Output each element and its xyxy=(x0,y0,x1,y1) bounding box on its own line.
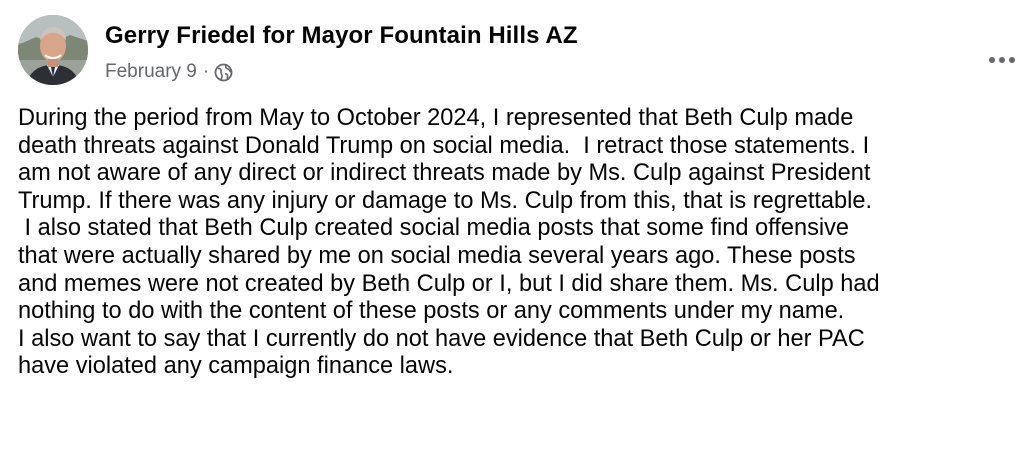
post-text-line: that were actually shared by me on social media several years ago. These posts xyxy=(18,242,856,269)
more-options-button[interactable] xyxy=(980,43,1024,77)
post-text-line: and memes were not created by Beth Culp or I, but I did share them. Ms. Culp had xyxy=(18,270,880,297)
post-text xyxy=(18,105,1018,381)
post-text-line: nothing to do with the content of these posts or any comments under my name. xyxy=(18,298,845,325)
post-text-line: I also stated that Beth Culp created social media posts that some find offensive xyxy=(18,215,850,242)
post-text-line: I also want to say that I currently do not have evidence that Beth Culp or her PAC xyxy=(18,325,865,352)
post-text-line: have violated any campaign finance laws. xyxy=(18,353,454,380)
post-meta xyxy=(105,60,233,84)
globe-icon[interactable] xyxy=(214,63,233,82)
post-text-line: During the period from May to October 2024, I represented that Beth Culp made xyxy=(18,105,854,131)
post-text-line: death threats against Donald Trump on social media. I retract those statements. I xyxy=(18,132,870,159)
avatar[interactable] xyxy=(18,15,88,85)
profile-photo xyxy=(18,15,88,85)
post-text-line: am not aware of any direct or indirect threats made by Ms. Culp against President xyxy=(18,160,871,187)
author-name[interactable]: Gerry Friedel for Mayor Fountain Hills AZ xyxy=(105,22,578,49)
post-date[interactable]: February 9 xyxy=(105,61,197,82)
post-header xyxy=(18,15,1024,91)
post-text-line: Trump. If there was any injury or damage to Ms. Culp from this, that is regrettable. xyxy=(18,187,873,214)
meta-separator: · xyxy=(202,61,210,82)
more-options-icon xyxy=(988,56,1016,64)
